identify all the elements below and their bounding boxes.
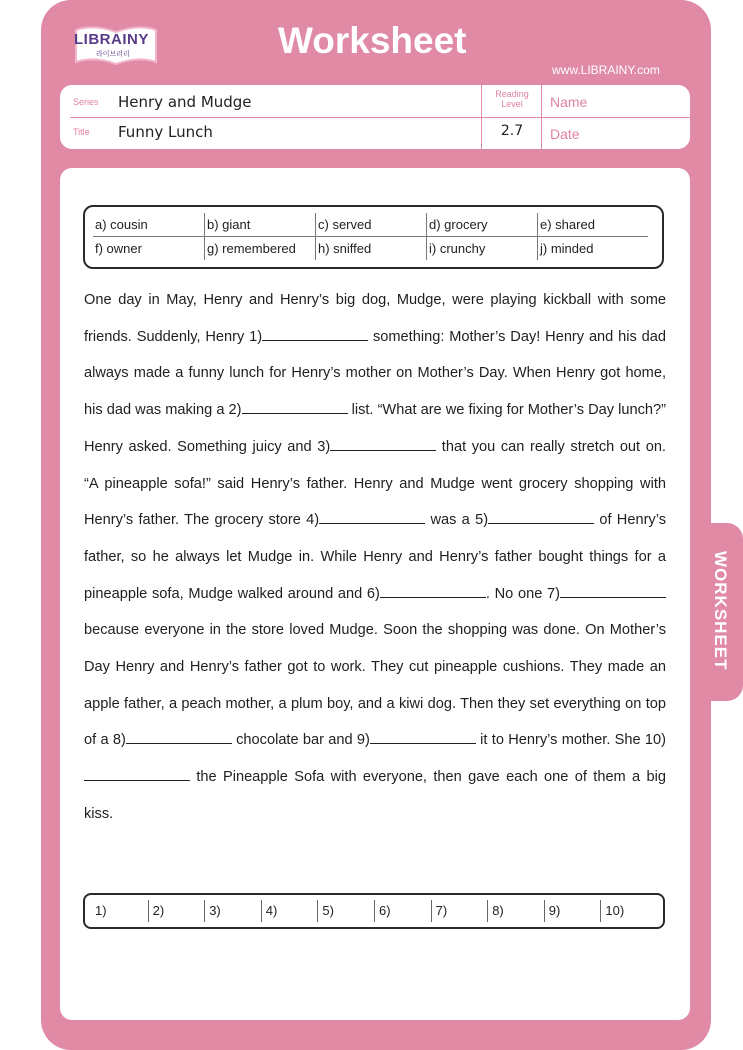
reading-level-label: Reading [495,89,529,99]
series-value: Henry and Mudge [118,93,252,111]
website-link[interactable]: www.LIBRAINY.com [552,63,660,77]
answer-row [83,893,665,929]
word-bank-item: c) served [315,213,426,237]
answer-cell[interactable]: 9) [544,900,601,922]
logo-text: LIBRAINY [74,31,149,48]
info-panel [60,85,690,149]
word-bank-item: i) crunchy [426,237,537,260]
word-bank-item: j) minded [537,237,648,260]
answer-cell[interactable]: 1) [95,903,107,918]
word-bank-item: b) giant [204,213,315,237]
word-bank-item: d) grocery [426,213,537,237]
word-bank-item: h) sniffed [315,237,426,260]
answer-cell[interactable]: 5) [317,900,374,922]
series-label: Series [73,97,99,107]
title-label: Title [73,127,90,137]
answer-cell[interactable]: 8) [487,900,544,922]
answer-blank-2[interactable] [242,399,348,414]
answer-cell[interactable]: 10) [600,900,657,922]
answer-blank-10[interactable] [84,766,190,781]
answer-blank-9[interactable] [370,729,476,744]
answer-cell[interactable]: 2) [148,900,205,922]
answer-cell[interactable]: 6) [374,900,431,922]
answer-blank-7[interactable] [560,583,666,598]
side-tab-label: WORKSHEET [711,551,730,671]
word-bank-item: a) cousin [93,213,204,237]
page-title: Worksheet [278,20,467,61]
answer-blank-8[interactable] [126,729,232,744]
word-bank-item: e) shared [537,213,648,237]
date-field[interactable]: Date [550,126,580,142]
title-value: Funny Lunch [118,123,213,141]
word-bank-item: g) remembered [204,237,315,260]
answer-cell[interactable]: 4) [261,900,318,922]
logo-subtext: 라이브러리 [96,51,130,58]
answer-blank-3[interactable] [330,436,436,451]
answer-cell[interactable]: 3) [204,900,261,922]
reading-passage: One day in May, Henry and Henry’s big dog, Mudge, were playing kickball with some friends. Suddenly, Henry 1) something: Mother’s Day! Henry and his dad always made a funny lunch for Henry’s mother on Mother’s Day. When Henry got home, his dad was making a 2) list. “What are we fixing for Mother’s Day lunch?” Henry asked. Something juicy and 3) that you can really stretch out on. “A pineapple sofa!” said Henry’s father. Henry and Mudge went grocery shopping with Henry’s father. The grocery store 4) was a 5) of Henry’s father, so he always let Mudge in. While Henry and Henry’s father bought things for a pineapple sofa, Mudge walked around and 6) . No one 7) because everyone in the store loved Mudge. Soon the shopping was done. On Mother’s Day Henry and Henry’s father got to work. They cut pineapple cushions. They made an apple father, a peach mother, a plum boy, and a kiwi dog. Then they set everything on top of a 8) chocolate bar and 9) it to Henry’s mother. She 10) the Pineapple Sofa with everyone, then gave each one of them a big kiss. [84,292,667,822]
reading-level-label-2: Level [501,99,523,109]
answer-blank-5[interactable] [488,509,594,524]
answer-cell[interactable]: 7) [431,900,488,922]
reading-level-value: 2.7 [500,123,524,139]
word-bank-item: f) owner [95,241,142,256]
answer-blank-1[interactable] [262,326,368,341]
answer-blank-4[interactable] [319,509,425,524]
name-field[interactable]: Name [550,94,588,110]
word-bank [83,205,664,269]
answer-blank-6[interactable] [380,583,486,598]
